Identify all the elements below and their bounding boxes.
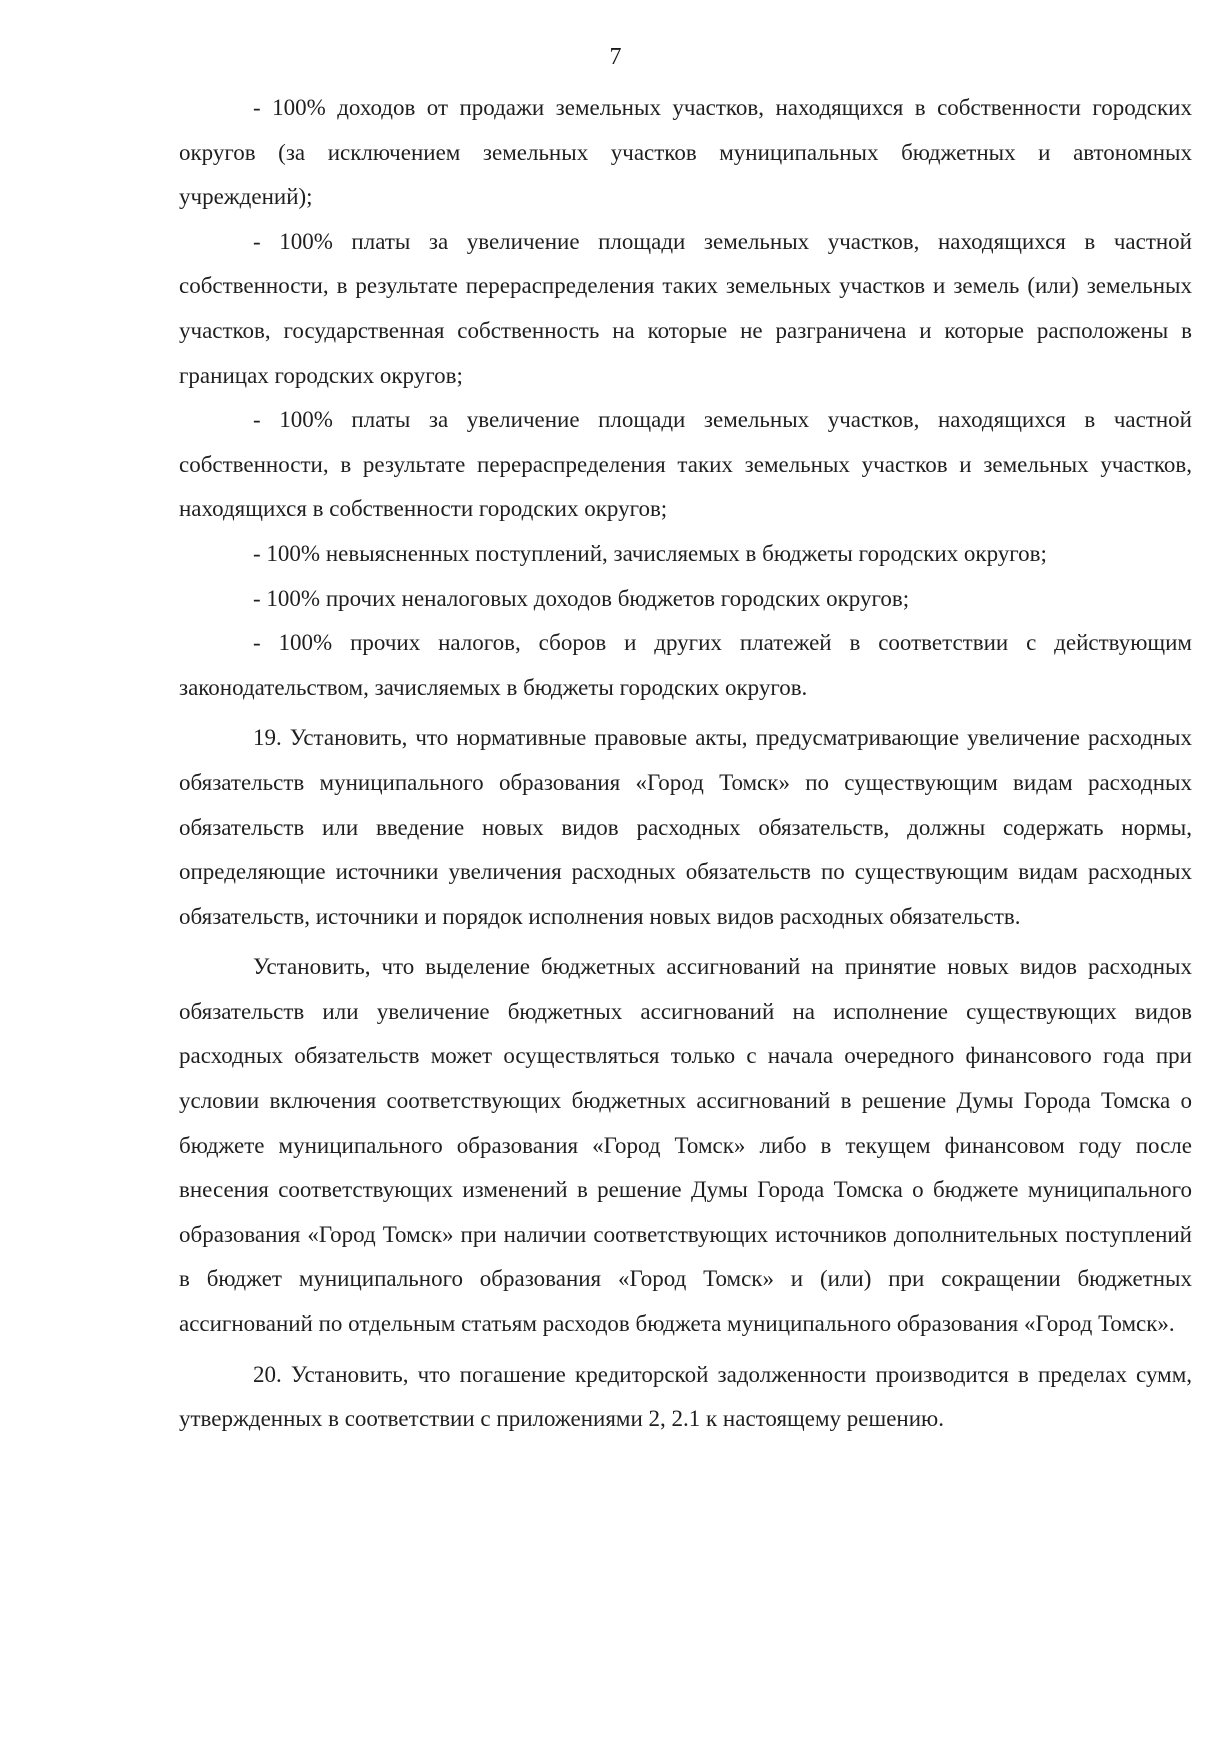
paragraph-other-non-tax-income: - 100% прочих неналоговых доходов бюджетов городских округов; [253, 585, 910, 611]
paragraph-budget-allocations: Установить, что выделение бюджетных ассигнований на принятие новых видов расходных обязательств или увеличение бюджетных ассигнований на исполнение существующих видов расходных обязательств может осуществляться только с начала очередного финансового года при условии включения соответствующих бюджетных ассигнований в решение Думы Города Томска о бюджете муниципального образования «Город Томск» либо в текущем финансовом году после внесения соответствующих изменений в решение Думы Города Томска о бюджете муниципального образования «Город Томск» при наличии соответствующих источников дополнительных поступлений в бюджет муниципального образования «Город Томск» и (или) при сокращении бюджетных ассигнований по отдельным статьям расходов бюджета муниципального образования «Город Томск». [179, 954, 1192, 1337]
paragraph-unclarified-receipts: - 100% невыясненных поступлений, зачисляемых в бюджеты городских округов; [253, 540, 1047, 566]
paragraph-clause-19: 19. Установить, что нормативные правовые акты, предусматривающие увеличение расходных обязательств муниципального образования «Город Томск» по существующим видам расходных обязательств или введение новых видов расходных обязательств, должны содержать нормы, определяющие источники увеличения расходных обязательств по существующим видам расходных обязательств, источники и порядок исполнения новых видов расходных обязательств. [179, 725, 1192, 929]
paragraph-clause-20: 20. Установить, что погашение кредиторской задолженности производится в пределах сумм, утвержденных в соответствии с приложениями 2, 2.1 к настоящему решению. [179, 1361, 1192, 1432]
paragraph-land-area-increase-city: - 100% платы за увеличение площади земельных участков, находящихся в частной собственности, в результате перераспределения таких земельных участков и земельных участков, находящихся в собственности городских округов; [179, 407, 1192, 522]
page-number: 7 [609, 44, 622, 70]
document-body [179, 86, 1192, 1442]
paragraph-other-taxes-fees: - 100% прочих налогов, сборов и других платежей в соответствии с действующим законодательством, зачисляемых в бюджеты городских округов. [179, 630, 1192, 700]
paragraph-land-area-increase-municipal: - 100% платы за увеличение площади земельных участков, находящихся в частной собственности, в результате перераспределения таких земельных участков и земель (или) земельных участков, государственная собственность на которые не разграничена и которые расположены в границах городских округов; [179, 228, 1192, 388]
paragraph-land-sale-income: - 100% доходов от продажи земельных участков, находящихся в собственности городских округов (за исключением земельных участков муниципальных бюджетных и автономных учреждений); [179, 95, 1192, 210]
